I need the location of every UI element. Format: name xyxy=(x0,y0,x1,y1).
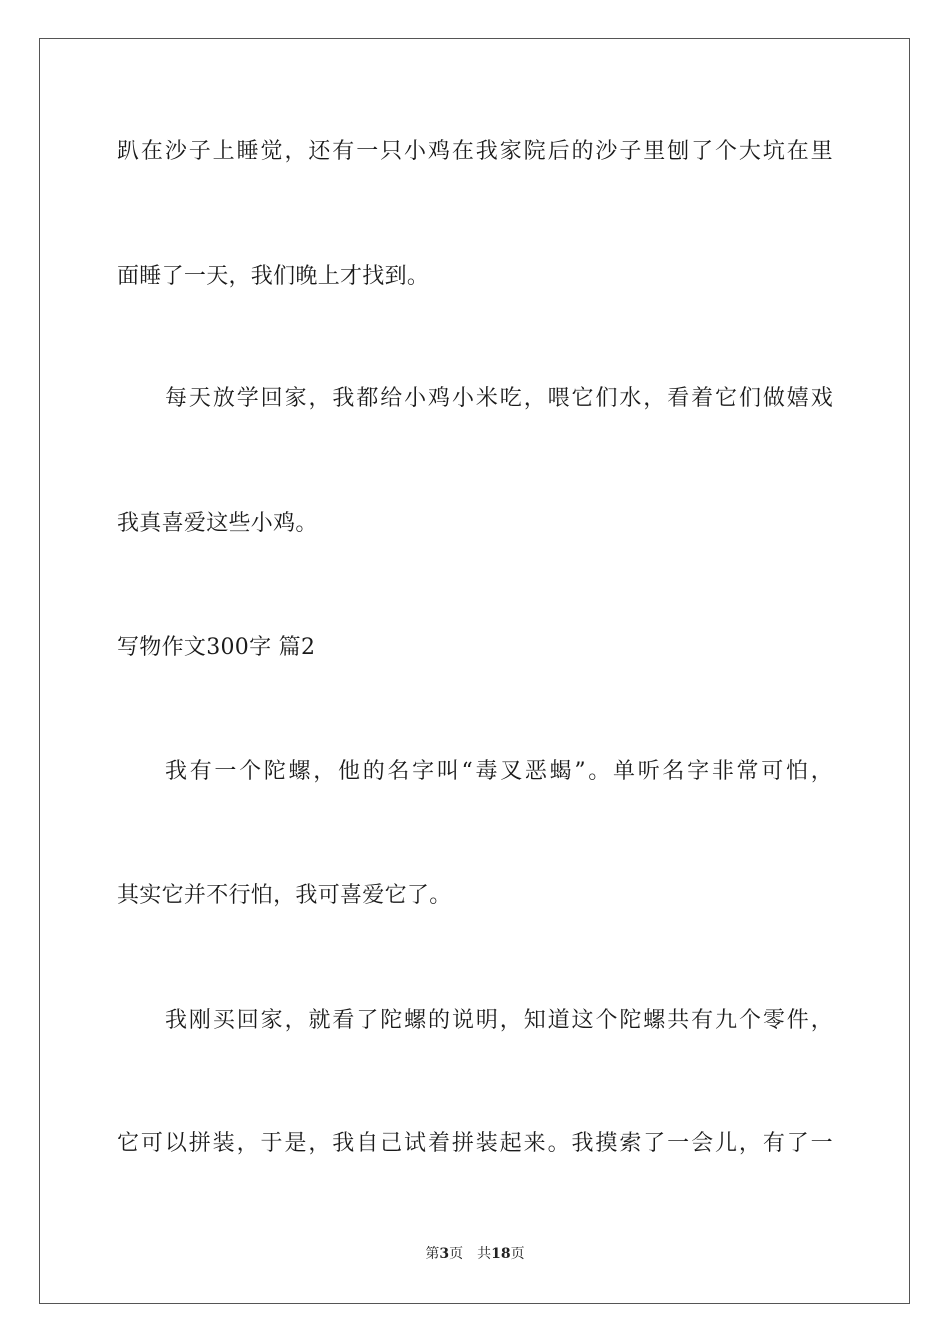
paragraph-line-7: 我刚买回家，就看了陀螺的说明，知道这个陀螺共有九个零件， xyxy=(165,1008,833,1033)
footer-page-suffix: 页 xyxy=(449,1246,464,1262)
paragraph-line-1: 趴在沙子上睡觉，还有一只小鸡在我家院后的沙子里刨了个大坑在里 xyxy=(117,139,833,164)
paragraph-line-4: 我真喜爱这些小鸡。 xyxy=(117,511,318,536)
paragraph-line-5: 我有一个陀螺，他的名字叫“毒叉恶蝎”。单听名字非常可怕， xyxy=(165,759,833,784)
footer-page-prefix: 第 xyxy=(425,1246,440,1262)
paragraph-line-6: 其实它并不行怕，我可喜爱它了。 xyxy=(117,883,452,908)
paragraph-line-8: 它可以拼装，于是，我自己试着拼装起来。我摸索了一会儿，有了一 xyxy=(117,1131,833,1156)
footer-page-current: 3 xyxy=(439,1246,450,1262)
page-footer xyxy=(0,1244,950,1264)
section-heading: 写物作文300字 篇2 xyxy=(117,635,316,660)
paragraph-line-2: 面睡了一天，我们晚上才找到。 xyxy=(117,264,430,289)
footer-total-suffix: 页 xyxy=(510,1246,525,1262)
footer-total-prefix: 共 xyxy=(477,1246,492,1262)
page-border xyxy=(39,38,910,1304)
footer-page-total: 18 xyxy=(491,1246,511,1262)
paragraph-line-3: 每天放学回家，我都给小鸡小米吃，喂它们水，看着它们做嬉戏 xyxy=(165,386,833,411)
